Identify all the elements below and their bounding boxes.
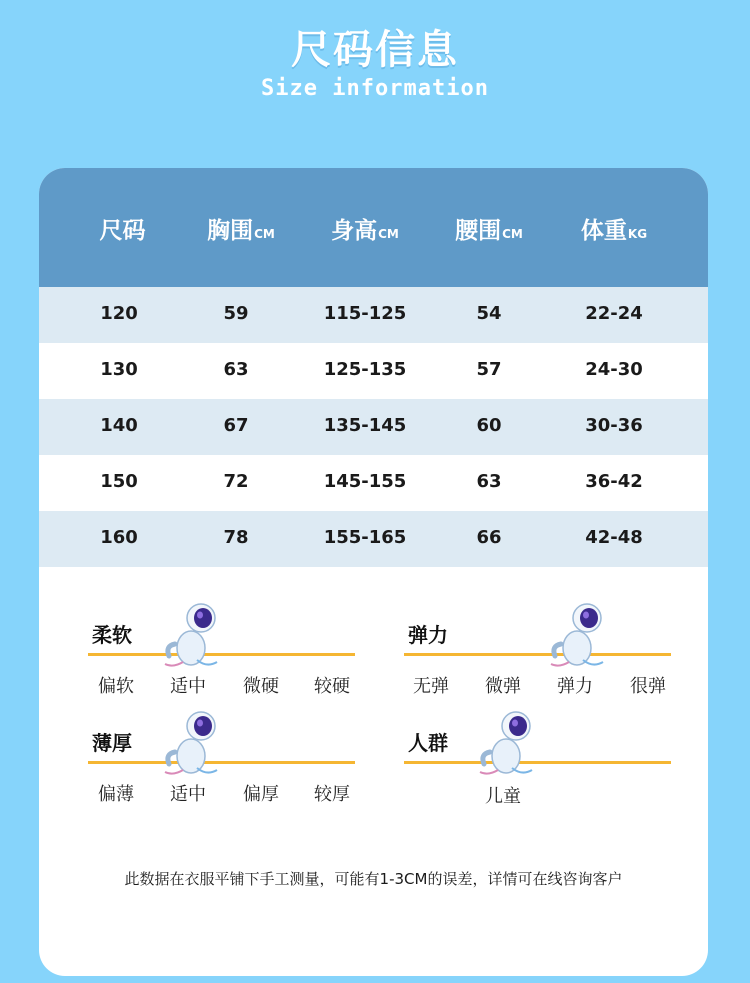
table-cell: 160 [100, 527, 138, 548]
table-cell: 130 [100, 359, 138, 380]
elasticity-scale-line [404, 653, 671, 656]
column-header-height: 身高CM [331, 218, 399, 244]
thickness-option: 偏薄 [98, 784, 134, 805]
softness-option: 较硬 [314, 676, 350, 697]
table-cell: 54 [476, 303, 502, 324]
table-cell: 140 [100, 415, 138, 436]
size-card [39, 168, 708, 976]
table-cell: 24-30 [585, 359, 643, 380]
table-row [39, 287, 708, 343]
measurement-note: 此数据在衣服平铺下手工测量，可能有1-3CM的误差，详情可在线咨询客户 [124, 870, 623, 888]
table-cell: 125-135 [323, 359, 407, 380]
column-header-size: 尺码 [99, 218, 146, 244]
elasticity-option: 很弹 [630, 676, 666, 697]
softness-option: 偏软 [98, 676, 134, 697]
elasticity-option: 无弹 [413, 676, 449, 697]
table-cell: 42-48 [585, 527, 643, 548]
table-cell: 66 [476, 527, 502, 548]
page-subtitle: Size information [261, 76, 489, 101]
table-row [39, 343, 708, 399]
thickness-option: 适中 [170, 784, 206, 805]
table-cell: 30-36 [585, 415, 643, 436]
table-cell: 57 [476, 359, 502, 380]
audience-label: 人群 [408, 731, 448, 755]
astronaut-icon [547, 598, 609, 672]
column-header-chest: 胸围CM [207, 218, 275, 244]
table-row [39, 511, 708, 567]
table-cell: 60 [476, 415, 502, 436]
table-cell: 155-165 [323, 527, 407, 548]
elasticity-label: 弹力 [408, 623, 448, 647]
table-cell: 22-24 [585, 303, 643, 324]
astronaut-icon [161, 706, 223, 780]
column-header-waist: 腰围CM [455, 218, 523, 244]
table-cell: 72 [223, 471, 249, 492]
astronaut-icon [476, 706, 538, 780]
thickness-label: 薄厚 [92, 731, 132, 755]
table-cell: 115-125 [323, 303, 407, 324]
table-cell: 120 [100, 303, 138, 324]
elasticity-option: 弹力 [557, 676, 593, 697]
table-cell: 135-145 [323, 415, 407, 436]
elasticity-option: 微弹 [485, 676, 521, 697]
softness-option: 适中 [170, 676, 206, 697]
softness-label: 柔软 [92, 623, 132, 647]
table-cell: 36-42 [585, 471, 643, 492]
table-cell: 63 [476, 471, 502, 492]
table-cell: 78 [223, 527, 249, 548]
table-cell: 59 [223, 303, 249, 324]
thickness-option: 偏厚 [243, 784, 279, 805]
page-title: 尺码信息 [291, 27, 459, 73]
table-cell: 63 [223, 359, 249, 380]
thickness-option: 较厚 [314, 784, 350, 805]
table-cell: 67 [223, 415, 249, 436]
table-cell: 145-155 [323, 471, 407, 492]
column-header-weight: 体重KG [580, 218, 648, 244]
audience-option: 儿童 [485, 786, 521, 807]
astronaut-icon [161, 598, 223, 672]
table-row [39, 455, 708, 511]
softness-option: 微硬 [243, 676, 279, 697]
table-cell: 150 [100, 471, 138, 492]
table-row [39, 399, 708, 455]
table-header [39, 168, 708, 287]
